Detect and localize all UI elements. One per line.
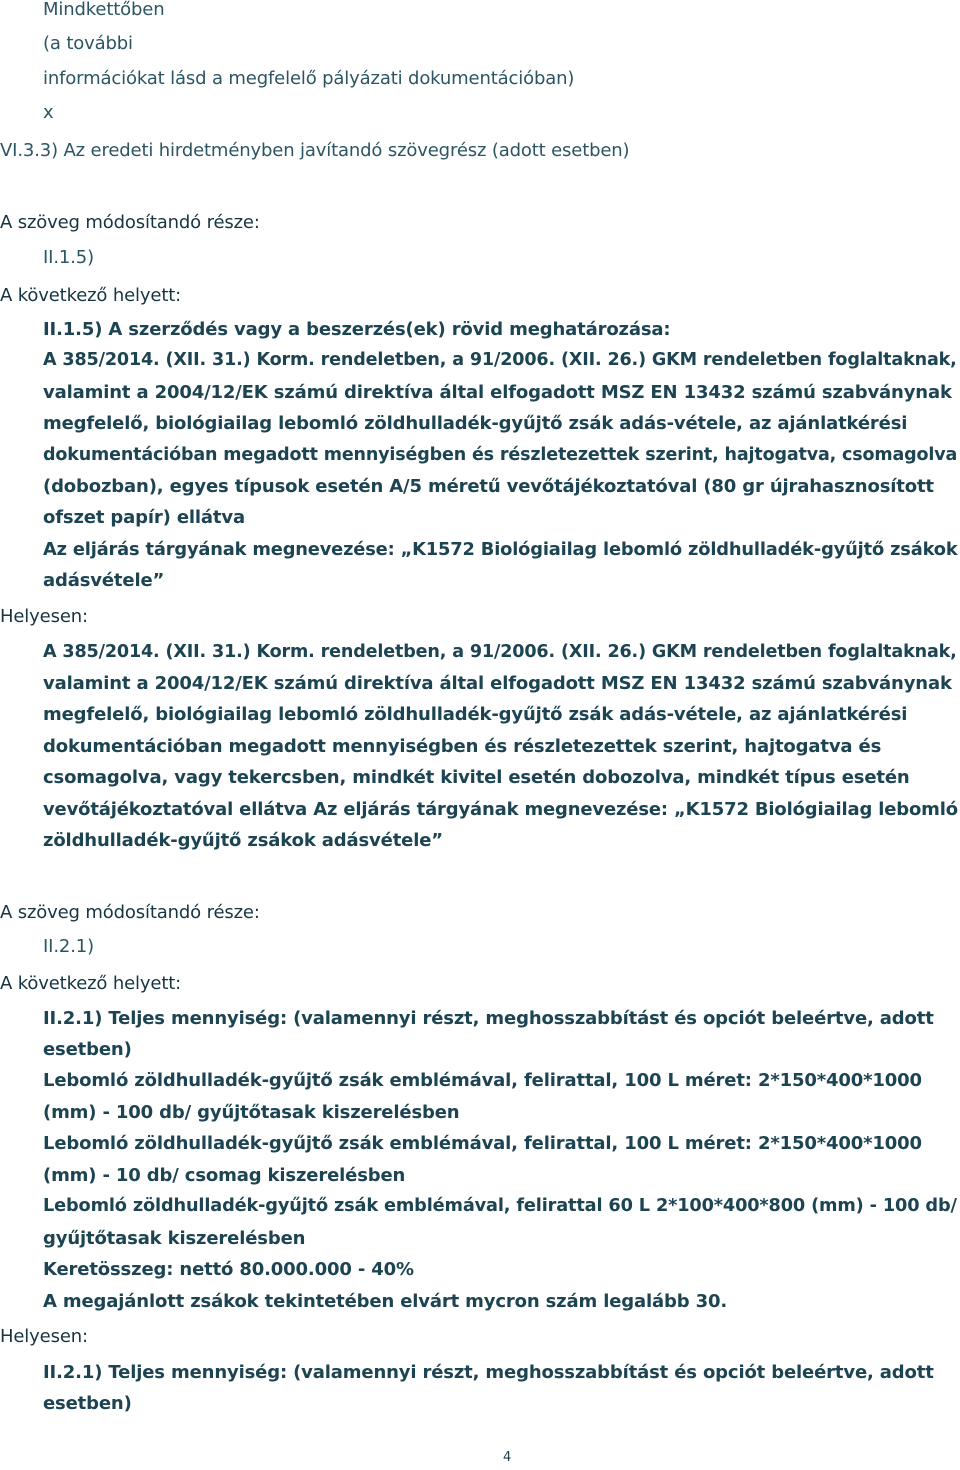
old-text-line: Lebomló zöldhulladék-gyűjtő zsák emblémával, felirattal 60 L 2*100*400*800 (mm) - 100 db/ [43, 1196, 957, 1216]
page-number: 4 [503, 1450, 512, 1465]
modify-label: A szöveg módosítandó része: [0, 212, 260, 233]
old-text-line: A 385/2014. (XII. 31.) Korm. rendeletben, a 91/2006. (XII. 26.) GKM rendeletben foglaltaknak, [43, 350, 957, 370]
old-text-line: A megajánlott zsákok tekintetében elvárt mycron szám legalább 30. [43, 1291, 728, 1312]
old-text-line: (dobozban), egyes típusok esetén A/5 méretű vevőtájékoztatóval (80 gr újrahasznosított [43, 476, 934, 497]
new-text-line: A 385/2014. (XII. 31.) Korm. rendeletben, a 91/2006. (XII. 26.) GKM rendeletben foglaltaknak, [43, 642, 957, 662]
old-text-line: Keretösszeg: nettó 80.000.000 - 40% [43, 1259, 414, 1280]
old-text-line: II.1.5) A szerződés vagy a beszerzés(ek) rövid meghatározása: [43, 319, 671, 340]
old-text-line: gyűjtőtasak kiszerelésben [43, 1228, 306, 1249]
new-text-line: vevőtájékoztatóval ellátva Az eljárás tárgyának megnevezése: „K1572 Biológiailag lebomló [43, 799, 958, 820]
new-text-line: csomagolva, vagy tekercsben, mindkét kivitel esetén dobozolva, mindkét típus esetén [43, 767, 910, 788]
text-line: (a további [43, 33, 133, 54]
old-text-line: ofszet papír) ellátva [43, 507, 245, 528]
section-ref: II.2.1) [43, 936, 94, 957]
old-text-line: adásvétele” [43, 570, 165, 591]
old-text-line: II.2.1) Teljes mennyiség: (valamennyi részt, meghosszabbítást és opciót beleértve, adott [43, 1008, 934, 1029]
old-text-line: Lebomló zöldhulladék-gyűjtő zsák emblémával, felirattal, 100 L méret: 2*150*400*1000 [43, 1070, 922, 1091]
correct-label: Helyesen: [0, 1326, 88, 1347]
instead-label: A következő helyett: [0, 285, 182, 306]
new-text-line: dokumentációban megadott mennyiségben és részletezettek szerint, hajtogatva és [43, 736, 882, 757]
correct-label: Helyesen: [0, 606, 88, 627]
text-line: információkat lásd a megfelelő pályázati dokumentációban) [43, 68, 575, 89]
new-text-line: valamint a 2004/12/EK számú direktíva által elfogadott MSZ EN 13432 számú szabványnak [43, 673, 952, 694]
text-line: Mindkettőben [43, 0, 165, 20]
old-text-line: (mm) - 10 db/ csomag kiszerelésben [43, 1165, 406, 1186]
old-text-line: (mm) - 100 db/ gyűjtőtasak kiszerelésben [43, 1102, 460, 1123]
section-ref: II.1.5) [43, 247, 94, 268]
section-heading: VI.3.3) Az eredeti hirdetményben javítandó szövegrész (adott esetben) [0, 140, 630, 161]
new-text-line: II.2.1) Teljes mennyiség: (valamennyi részt, meghosszabbítást és opciót beleértve, adott [43, 1362, 934, 1383]
old-text-line: valamint a 2004/12/EK számú direktíva által elfogadott MSZ EN 13432 számú szabványnak [43, 382, 952, 403]
new-text-line: zöldhulladék-gyűjtő zsákok adásvétele” [43, 830, 443, 851]
modify-label: A szöveg módosítandó része: [0, 902, 260, 923]
old-text-line: Lebomló zöldhulladék-gyűjtő zsák emblémával, felirattal, 100 L méret: 2*150*400*1000 [43, 1133, 922, 1154]
text-line: x [43, 102, 54, 123]
old-text-line: Az eljárás tárgyának megnevezése: „K1572 Biológiailag lebomló zöldhulladék-gyűjtő zsákok [43, 539, 958, 560]
old-text-line: dokumentációban megadott mennyiségben és részletezettek szerint, hajtogatva, csomagolva [43, 445, 958, 465]
old-text-line: esetben) [43, 1039, 132, 1060]
instead-label: A következő helyett: [0, 973, 182, 994]
new-text-line: esetben) [43, 1393, 132, 1414]
new-text-line: megfelelő, biológiailag lebomló zöldhulladék-gyűjtő zsák adás-vétele, az ajánlatkérési [43, 704, 908, 725]
old-text-line: megfelelő, biológiailag lebomló zöldhulladék-gyűjtő zsák adás-vétele, az ajánlatkérési [43, 413, 908, 434]
